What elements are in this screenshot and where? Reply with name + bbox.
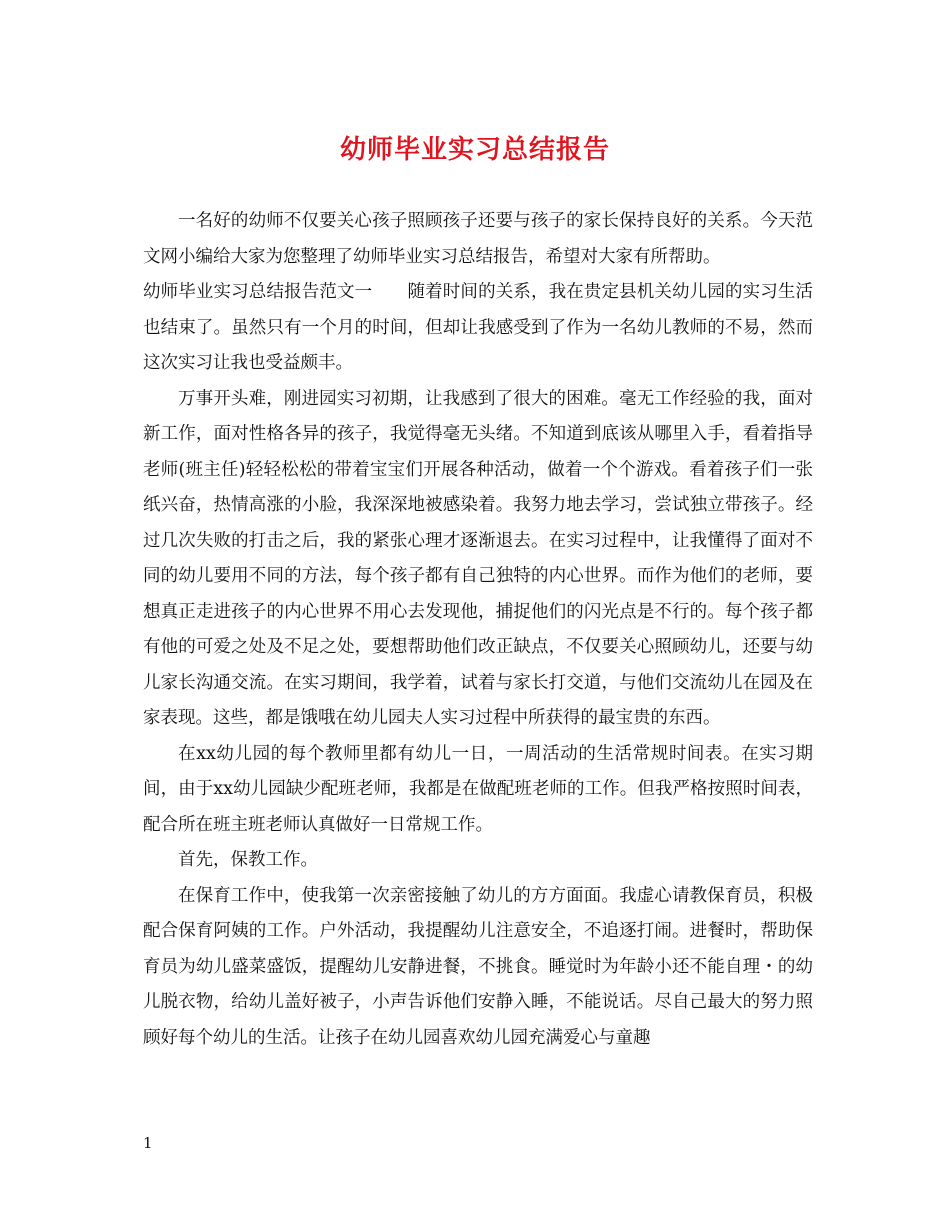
document-body [143, 204, 813, 1056]
page-number: 1 [143, 1134, 153, 1152]
paragraph-schedule: 在xx幼儿园的每个教师里都有幼儿一日，一周活动的生活常规时间表。在实习期间，由于xx幼儿园缺少配班老师，我都是在做配班老师的工作。但我严格按照时间表，配合所在班主班老师认真做好一日常规工作。 [143, 743, 813, 835]
paragraph-heading-care: 首先，保教工作。 [178, 850, 318, 870]
paragraph-sample-one: 幼师毕业实习总结报告范文一 随着时间的关系，我在贵定县机关幼儿园的实习生活也结束了。虽然只有一个月的时间，但却让我感受到了作为一名幼儿教师的不易，然而这次实习让我也受益颇丰。 [143, 282, 813, 373]
document-title: 幼师毕业实习总结报告 [339, 135, 610, 165]
paragraph-beginning: 万事开头难，刚进园实习初期，让我感到了很大的困难。毫无工作经验的我，面对新工作，面对性格各异的孩子，我觉得毫无头绪。不知道到底该从哪里入手，看着指导老师(班主任)轻轻松松的带着宝宝们开展各种活动，做着一个个游戏。看着孩子们一张纸兴奋，热情高涨的小脸，我深深地被感染着。我努力地去学习，尝试独立带孩子。经过几次失败的打击之后，我的紧张心理才逐渐退去。在实习过程中，让我懂得了面对不同的幼儿要用不同的方法，每个孩子都有自己独特的内心世界。而作为他们的老师，要想真正走进孩子的内心世界不用心去发现他，捕捉他们的闪光点是不行的。每个孩子都有他的可爱之处及不足之处，要想帮助他们改正缺点，不仅要关心照顾幼儿，还要与幼儿家长沟通交流。在实习期间，我学着，试着与家长打交道，与他们交流幼儿在园及在家表现。这些，都是饿哦在幼儿园夫人实习过程中所获得的最宝贵的东西。 [143, 388, 813, 728]
paragraph-care-work: 在保育工作中，使我第一次亲密接触了幼儿的方方面面。我虚心请教保育员，积极配合保育阿姨的工作。户外活动，我提醒幼儿注意安全，不追逐打闹。进餐时，帮助保育员为幼儿盛菜盛饭，提醒幼儿安静进餐，不挑食。睡觉时为年龄小还不能自理・的幼儿脱衣物，给幼儿盖好被子，小声告诉他们安静入睡，不能说话。尽自己最大的努力照顾好每个幼儿的生活。让孩子在幼儿园喜欢幼儿园充满爱心与童趣 [143, 885, 813, 1048]
paragraph-intro: 一名好的幼师不仅要关心孩子照顾孩子还要与孩子的家长保持良好的关系。今天范文网小编给大家为您整理了幼师毕业实习总结报告，希望对大家有所帮助。 [143, 211, 813, 267]
